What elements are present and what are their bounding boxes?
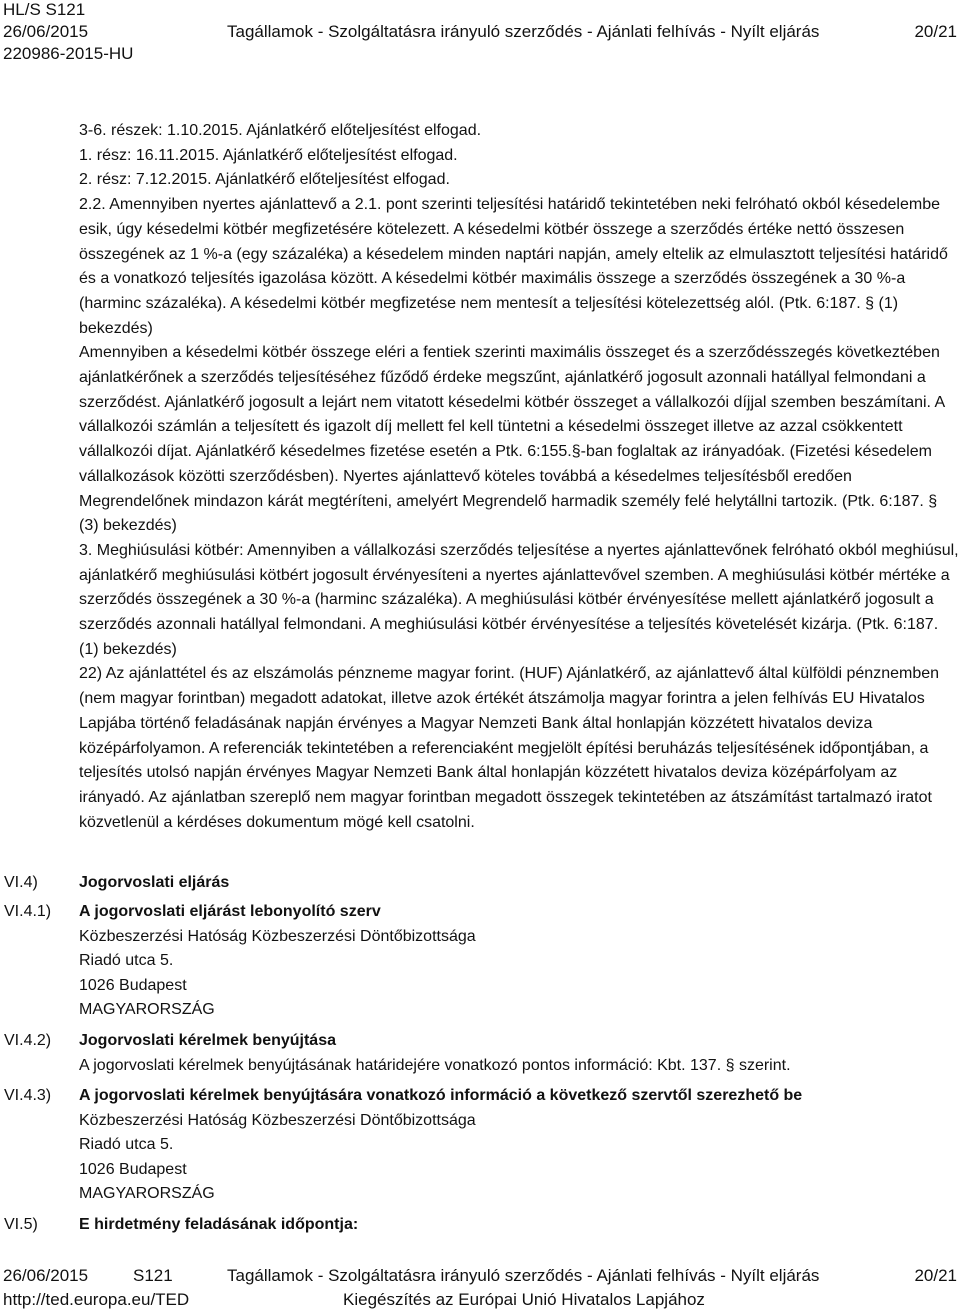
body-line: 1. rész: 16.11.2015. Ajánlatkérő előteljesítést elfogad. (79, 146, 458, 164)
section-vi41 (79, 900, 959, 1023)
section-title: Jogorvoslati eljárás (79, 874, 230, 891)
document-id: 220986-2015-HU (3, 44, 134, 63)
section-number-vi5: VI.5) (4, 1216, 38, 1233)
header-page-number: 20/21 (914, 22, 957, 41)
section-vi42 (79, 1029, 959, 1078)
org-name: Közbeszerzési Hatóság Közbeszerzési Döntőbizottsága (79, 1111, 476, 1129)
body-line: 3-6. részek: 1.10.2015. Ajánlatkérő előteljesítést elfogad. (79, 122, 482, 139)
section-text: A jogorvoslati kérelmek benyújtásának határidejére vonatkozó pontos információ: Kbt. 137. § szerint. (79, 1056, 791, 1074)
section-number-vi41: VI.4.1) (4, 903, 52, 920)
section-number-vi4: VI.4) (4, 874, 38, 891)
org-name: Közbeszerzési Hatóság Közbeszerzési Döntőbizottsága (79, 927, 476, 945)
footer-subtitle: Kiegészítés az Európai Unió Hivatalos Lapjához (343, 1290, 705, 1309)
form-code: HL/S S121 (3, 0, 86, 19)
body-text (79, 119, 959, 835)
country: MAGYARORSZÁG (79, 1185, 215, 1202)
header-title: Tagállamok - Szolgáltatásra irányuló szerződés - Ajánlati felhívás - Nyílt eljárás (227, 22, 820, 41)
city: 1026 Budapest (79, 976, 187, 994)
section-title: E hirdetmény feladásának időpontja: (79, 1216, 359, 1233)
section-number-vi43: VI.4.3) (4, 1087, 52, 1104)
section-number-vi42: VI.4.2) (4, 1032, 52, 1049)
country: MAGYARORSZÁG (79, 1001, 215, 1018)
section-title: Jogorvoslati kérelmek benyújtása (79, 1032, 336, 1049)
body-paragraph: 2.2. Amennyiben nyertes ajánlattevő a 2.1. pont szerinti teljesítési határidő tekintetében neki felróható okból késedelembe esik, úgy késedelmi kötbér megfizetésére kötelezett. A késedelmi kötbér összege a szerződés értéke nettó összesen összegének az 1 %-a (egy százaléka) a késedelem minden naptári napján, amely eltelik az elmulasztott teljesítési határidő és a vonatkozó teljesítés igazolása között. A késedelmi kötbér maximális összege a szerződés összegének a 30 %-a (harminc százaléka). A késedelmi kötbér megfizetése nem mentesít a teljesítési kötelezettség alól. (Ptk. 6:187. § (1) bekezdés) (79, 196, 948, 337)
body-paragraph: 3. Meghiúsulási kötbér: Amennyiben a vállalkozási szerződés teljesítése a nyertes ajánlattevőnek felróható okból meghiúsul, ajánlatkérő meghiúsulási kötbért jogosult érvényesíteni a nyertes ajánlattevővel szemben. A meghiúsulási kötbér mértéke a szerződés összegének a 30 %-a (harminc százaléka). A meghiúsulási kötbér érvényesítése mellett ajánlatkérő jogosult a szerződés azonnali hatállyal felmondani. A meghiúsulási kötbér érvényesítése a teljesítés követelését kizárja. (Ptk. 6:187. (1) bekezdés) (79, 541, 959, 658)
body-line: 2. rész: 7.12.2015. Ajánlatkérő előteljesítést elfogad. (79, 171, 450, 189)
city: 1026 Budapest (79, 1160, 187, 1178)
body-paragraph: 22) Az ajánlattétel és az elszámolás pénzneme magyar forint. (HUF) Ajánlatkérő, az ajánlattevő által külföldi pénznemben (nem magyar forintban) megadott adatokat, illetve azok értékét átszámolja magyar forintra a jelen felhívás EU Hivatalos Lapjába történő feladásának napján érvényes a Magyar Nemzeti Bank által honlapján közzétett hivatalos deviza középárfolyamon. A referenciák tekintetében a referenciaként megjelölt építési beruházás teljesítésének időpontjában, a teljesítés utolsó napján érvényes Magyar Nemzeti Bank által honlapján közzétett hivatalos deviza középárfolyam az irányadó. Az ajánlatban szereplő nem magyar forintban megadott összegek tekintetében az átszámítást tartalmazó iratot közvetlenül a kérdéses dokumentum mögé kell csatolni. (79, 665, 940, 831)
section-title: A jogorvoslati kérelmek benyújtására vonatkozó információ a következő szervtől szerezhető be (79, 1087, 803, 1104)
footer-page-number: 20/21 (914, 1266, 957, 1285)
footer-form: S121 (133, 1266, 173, 1285)
footer-url[interactable]: http://ted.europa.eu/TED (3, 1290, 190, 1309)
header-date: 26/06/2015 (3, 22, 89, 41)
street-address: Riadó utca 5. (79, 952, 174, 969)
footer-title: Tagállamok - Szolgáltatásra irányuló szerződés - Ajánlati felhívás - Nyílt eljárás (227, 1266, 820, 1285)
section-vi43 (79, 1084, 959, 1207)
section-vi4 (79, 871, 959, 896)
street-address: Riadó utca 5. (79, 1136, 174, 1153)
section-vi5 (79, 1213, 959, 1238)
footer-date: 26/06/2015 (3, 1266, 89, 1285)
section-title: A jogorvoslati eljárást lebonyolító szerv (79, 903, 381, 920)
body-paragraph: Amennyiben a késedelmi kötbér összege eléri a fentiek szerinti maximális összeget és a szerződésszegés következtében ajánlatkérőnek a szerződés teljesítéséhez fűződő érdeke megszűnt, ajánlatkérő jogosult azonnali hatállyal felmondani a szerződést. Ajánlatkérő jogosult a lejárt nem vitatott késedelmi kötbér összeget a vállalkozói díjjal szemben beszámítani. A vállalkozói számlán a teljesített és igazolt díj mellett fel kell tüntetni a késedelmi összeget illetve az azzal csökkentett vállalkozói díjat. Ajánlatkérő késedelmes fizetése esetén a Ptk. 6:155.§-ban foglaltak az irányadóak. (Fizetési késedelem vállalkozások közötti szerződésben). Nyertes ajánlattevő köteles továbbá a késedelmes teljesítésből eredően Megrendelőnek mindazon kárát megtéríteni, amelyért Megrendelő harmadik személy felé helytállni tartozik. (Ptk. 6:187. § (3) bekezdés) (79, 344, 945, 535)
